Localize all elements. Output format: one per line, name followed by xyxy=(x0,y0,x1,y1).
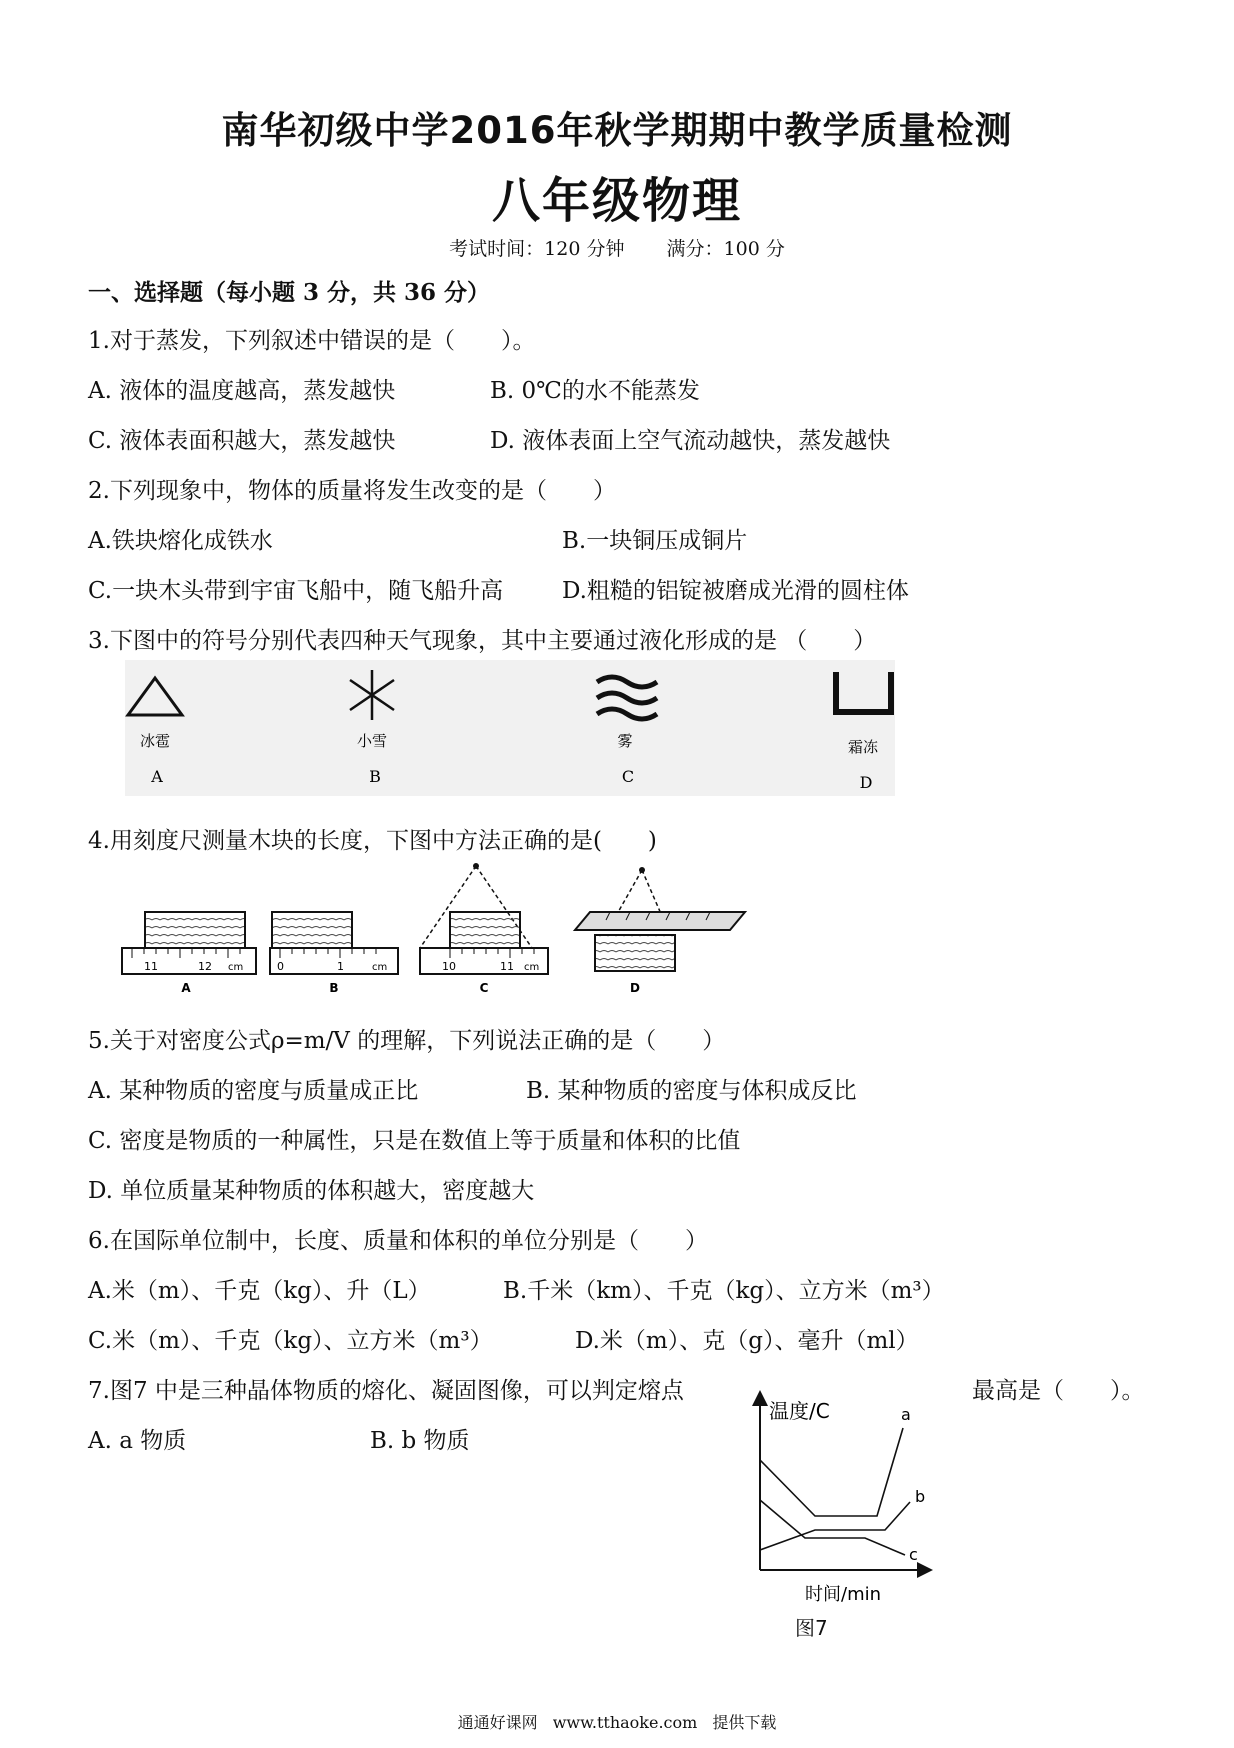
q4-letter-a: A xyxy=(181,981,191,995)
curve-c xyxy=(760,1500,905,1555)
q4-letter-b: B xyxy=(329,981,339,995)
curve-a xyxy=(760,1428,903,1516)
q7-caption: 图7 xyxy=(795,1616,828,1640)
q4-a-tick-2: 12 xyxy=(198,960,212,973)
exam-time: 考试时间：120 分钟 xyxy=(449,238,625,260)
fog-icon xyxy=(597,677,657,719)
q6-stem: 6.在国际单位制中，长度、质量和体积的单位分别是（ ） xyxy=(88,1228,708,1254)
q4-diagram-a xyxy=(122,912,256,995)
q4-b-tick-1: 1 xyxy=(337,960,344,973)
q4-ruler-figure xyxy=(120,860,760,1000)
exam-subject: 八年级物理 xyxy=(491,173,742,229)
q5-option-b: B. 某种物质的密度与体积成反比 xyxy=(526,1078,857,1104)
footer-note: 提供下载 xyxy=(712,1713,777,1732)
q4-ruler-diagrams xyxy=(120,860,760,1000)
q7-stem: 7.图7 中是三种晶体物质的熔化、凝固图像，可以判定熔点 xyxy=(88,1378,684,1404)
q5-option-a: A. 某种物质的密度与质量成正比 xyxy=(88,1078,419,1104)
q5-stem: 5.关于对密度公式ρ=m/V 的理解，下列说法正确的是（ ） xyxy=(88,1028,726,1054)
footer-site-name: 通通好课网 xyxy=(457,1713,538,1732)
q3-letter-b: B xyxy=(369,767,381,786)
q3-letter-c: C xyxy=(621,767,635,786)
curve-b xyxy=(760,1502,910,1550)
curve-label-a: a xyxy=(901,1405,911,1424)
q4-diagram-b xyxy=(270,912,398,995)
q7-figure xyxy=(745,1390,945,1612)
q5-option-d: D. 单位质量某种物质的体积越大，密度越大 xyxy=(88,1178,535,1204)
exam-title: 南华初级中学2016年秋学期期中教学质量检测 xyxy=(221,109,1013,152)
exam-score: 满分：100 分 xyxy=(666,238,785,260)
q4-a-unit: cm xyxy=(228,962,244,973)
q7-option-a: A. a 物质 xyxy=(88,1428,187,1454)
q1-option-c: C. 液体表面积越大，蒸发越快 xyxy=(88,428,396,454)
q1-option-a: A. 液体的温度越高，蒸发越快 xyxy=(88,378,396,404)
eye-icon xyxy=(473,863,479,869)
q4-a-tick-1: 11 xyxy=(144,960,158,973)
eye-icon-d xyxy=(639,867,645,873)
q4-c-tick-1: 10 xyxy=(442,960,456,973)
q7-melting-graph xyxy=(745,1390,945,1612)
q2-option-c: C.一块木头带到宇宙飞船中，随飞船升高 xyxy=(88,578,504,604)
q3-name-c: 雾 xyxy=(617,732,633,750)
q7-option-b: B. b 物质 xyxy=(370,1428,470,1454)
q6-option-b: B.千米（km）、千克（kg）、立方米（m³） xyxy=(503,1278,945,1304)
frost-icon xyxy=(836,672,891,712)
q7-ylabel: 温度/C xyxy=(769,1399,830,1423)
q4-c-unit: cm xyxy=(524,962,540,973)
q4-c-tick-2: 11 xyxy=(500,960,514,973)
q4-diagram-d xyxy=(575,867,745,995)
q3-letter-a: A xyxy=(151,767,163,786)
q3-stem: 3.下图中的符号分别代表四种天气现象，其中主要通过液化形成的是 （ ） xyxy=(88,628,877,654)
q3-name-b: 小雪 xyxy=(356,732,388,750)
q4-b-tick-0: 0 xyxy=(277,960,284,973)
q4-stem: 4.用刻度尺测量木块的长度，下图中方法正确的是( ) xyxy=(88,828,657,854)
hail-icon xyxy=(128,678,182,715)
q1-option-d: D. 液体表面上空气流动越快，蒸发越快 xyxy=(490,428,891,454)
footer-url[interactable]: www.tthaoke.com xyxy=(552,1713,698,1732)
q3-name-d: 霜冻 xyxy=(847,738,879,756)
section-heading: 一、选择题（每小题 3 分，共 36 分） xyxy=(88,279,491,306)
q4-letter-c: C xyxy=(479,981,489,995)
q3-weather-figure xyxy=(125,660,895,796)
q6-option-d: D.米（m）、克（g）、毫升（ml） xyxy=(575,1328,919,1354)
q2-option-d: D.粗糙的铝锭被磨成光滑的圆柱体 xyxy=(562,578,909,604)
q4-diagram-c xyxy=(420,863,548,995)
q6-option-c: C.米（m）、千克（kg）、立方米（m³） xyxy=(88,1328,493,1354)
q7-xlabel: 时间/min xyxy=(805,1584,882,1605)
q3-weather-symbols xyxy=(125,660,895,796)
curve-label-b: b xyxy=(915,1487,926,1506)
page-footer xyxy=(0,1710,1234,1733)
q2-option-b: B.一块铜压成铜片 xyxy=(562,528,748,554)
q1-option-b: B. 0℃的水不能蒸发 xyxy=(490,378,700,404)
q4-letter-d: D xyxy=(630,981,640,995)
curve-label-c: c xyxy=(909,1545,918,1564)
q6-option-a: A.米（m）、千克（kg）、升（L） xyxy=(88,1278,431,1304)
q1-stem: 1.对于蒸发，下列叙述中错误的是（ ）。 xyxy=(88,328,536,354)
q2-stem: 2.下列现象中，物体的质量将发生改变的是（ ） xyxy=(88,478,616,504)
snow-icon xyxy=(350,670,394,720)
q4-b-unit: cm xyxy=(372,962,388,973)
q5-option-c: C. 密度是物质的一种属性，只是在数值上等于质量和体积的比值 xyxy=(88,1128,741,1154)
q3-letter-d: D xyxy=(859,773,873,792)
q7-stem-end: 最高是（ ）。 xyxy=(972,1378,1145,1404)
q2-option-a: A.铁块熔化成铁水 xyxy=(88,528,273,554)
q3-name-a: 冰雹 xyxy=(139,732,171,750)
exam-info xyxy=(0,234,1234,261)
